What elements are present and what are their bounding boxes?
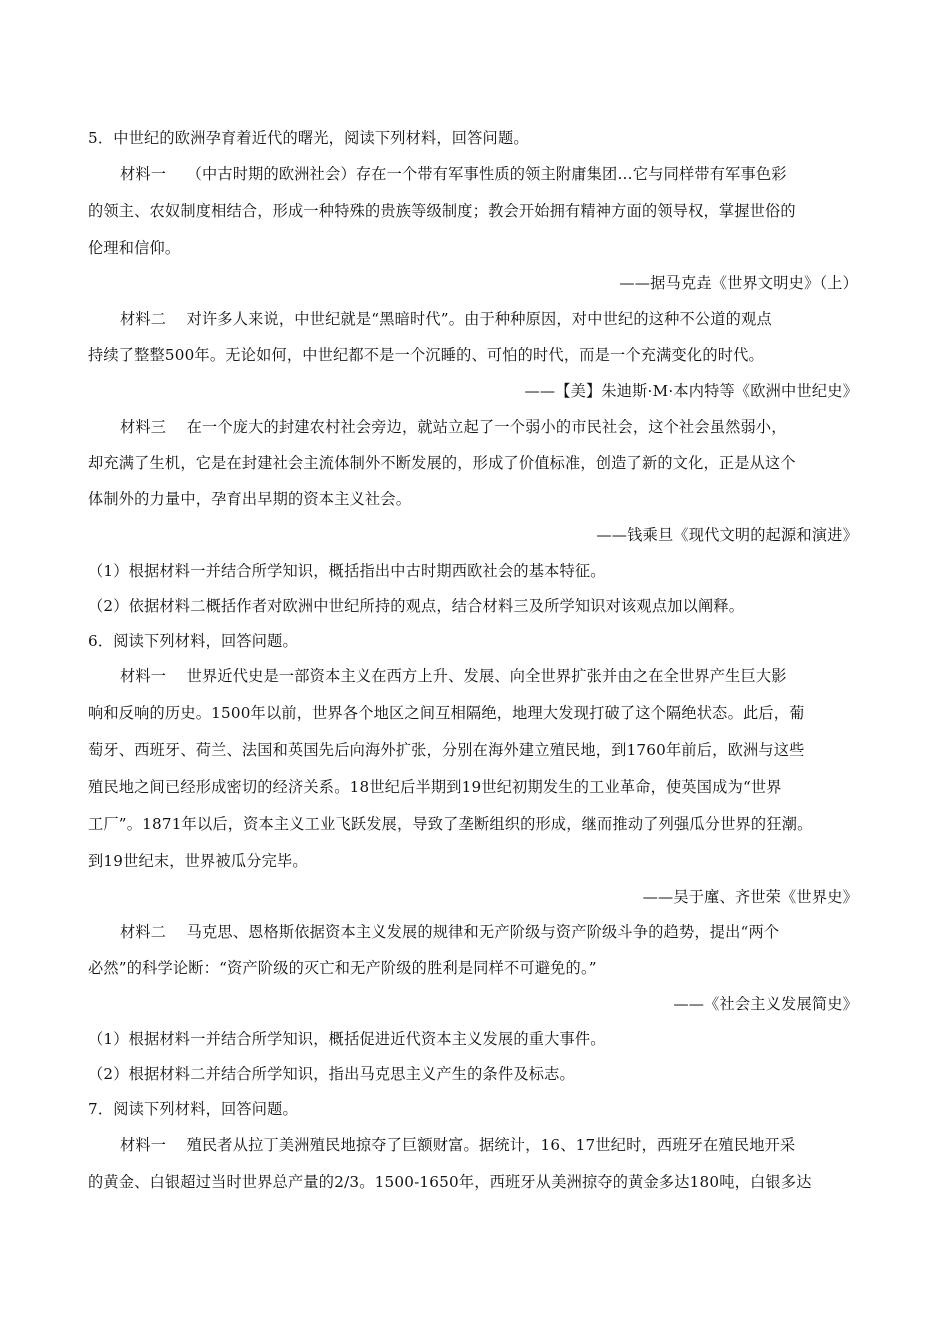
- q6-subquestion-2: （2）根据材料二并结合所学知识，指出马克思主义产生的条件及标志。: [88, 1065, 575, 1083]
- q5-material-1-line: 的领主、农奴制度相结合，形成一种特殊的贵族等级制度；教会开始拥有精神方面的领导权，掌握世俗的: [88, 202, 796, 220]
- question-7-header: 7．阅读下列材料，回答问题。: [88, 1100, 298, 1118]
- q5-subquestion-1: （1）根据材料一并结合所学知识，概括指出中古时期西欧社会的基本特征。: [88, 562, 606, 580]
- q5-material-3-line: 却充满了生机，它是在封建社会主流体制外不断发展的，形成了价值标准，创造了新的文化，正是从这个: [88, 454, 796, 472]
- q6-material-1-line: 响和反响的历史。1500年以前，世界各个地区之间互相隔绝，地理大发现打破了这个隔绝状态。此后，葡: [88, 704, 805, 722]
- q5-material-2-source: ——【美】朱迪斯·M·本内特等《欧洲中世纪史》: [524, 382, 858, 400]
- q5-material-2-line: 材料二 对许多人来说，中世纪就是“黑暗时代”。由于种种原因，对中世纪的这种不公道的观点: [120, 310, 772, 328]
- q7-material-1-line: 材料一 殖民者从拉丁美洲殖民地掠夺了巨额财富。据统计，16、17世纪时，西班牙在殖民地开采: [120, 1136, 796, 1154]
- q5-material-2-line: 持续了整整500年。无论如何，中世纪都不是一个沉睡的、可怕的时代，而是一个充满变化的时代。: [88, 346, 764, 364]
- q5-subquestion-2: （2）依据材料二概括作者对欧洲中世纪所持的观点，结合材料三及所学知识对该观点加以阐释。: [88, 597, 745, 615]
- q7-material-1-line: 的黄金、白银超过当时世界总产量的2/3。1500-1650年，西班牙从美洲掠夺的黄金多达180吨，白银多达: [88, 1173, 812, 1191]
- q5-material-1-line: 材料一 （中古时期的欧洲社会）存在一个带有军事性质的领主附庸集团…它与同样带有军事色彩: [120, 165, 787, 183]
- q6-material-1-line: 工厂”。1871年以后，资本主义工业飞跃发展，导致了垄断组织的形成，继而推动了列强瓜分世界的狂潮。: [88, 815, 813, 833]
- q6-material-1-line: 萄牙、西班牙、荷兰、法国和英国先后向海外扩张，分别在海外建立殖民地，到1760年前后，欧洲与这些: [88, 741, 805, 759]
- q5-material-1-line: 伦理和信仰。: [88, 239, 181, 257]
- question-6-header: 6．阅读下列材料，回答问题。: [88, 632, 298, 650]
- q6-material-1-line: 材料一 世界近代史是一部资本主义在西方上升、发展、向全世界扩张并由之在全世界产生巨大影: [120, 667, 787, 685]
- q6-subquestion-1: （1）根据材料一并结合所学知识，概括促进近代资本主义发展的重大事件。: [88, 1030, 606, 1048]
- q5-material-3-source: ——钱乘旦《现代文明的起源和演进》: [596, 526, 858, 544]
- q5-material-3-line: 体制外的力量中，孕育出早期的资本主义社会。: [88, 490, 412, 508]
- q5-material-1-source: ——据马克垚《世界文明史》（上）: [619, 274, 858, 292]
- q6-material-1-line: 殖民地之间已经形成密切的经济关系。18世纪后半期到19世纪初期发生的工业革命，使英国成为“世界: [88, 778, 782, 796]
- q6-material-2-source: ——《社会主义发展简史》: [673, 995, 858, 1013]
- q6-material-1-source: ——吴于廑、齐世荣《世界史》: [642, 888, 858, 906]
- q6-material-1-line: 到19世纪末，世界被瓜分完毕。: [88, 852, 308, 870]
- q5-material-3-line: 材料三 在一个庞大的封建农村社会旁边，就站立起了一个弱小的市民社会，这个社会虽然弱小，: [120, 418, 787, 436]
- question-5-header: 5．中世纪的欧洲孕育着近代的曙光，阅读下列材料，回答问题。: [88, 129, 529, 147]
- q6-material-2-line: 材料二 马克思、恩格斯依据资本主义发展的规律和无产阶级与资产阶级斗争的趋势，提出“两个: [120, 923, 780, 941]
- q6-material-2-line: 必然”的科学论断：“资产阶级的灭亡和无产阶级的胜利是同样不可避免的。”: [88, 959, 597, 977]
